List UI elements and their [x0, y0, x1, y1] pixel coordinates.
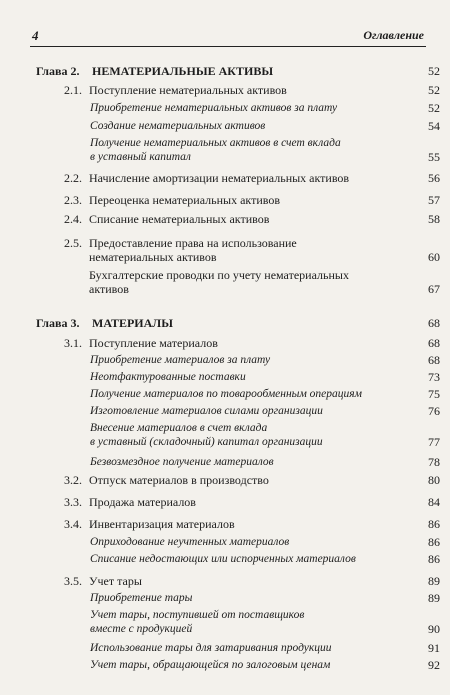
- entry-title: [89, 495, 440, 509]
- entry-title-line: Списание нематериальных активов: [89, 212, 270, 226]
- entry-title-line: нематериальных активов: [89, 250, 217, 264]
- page-ref: 56: [428, 171, 440, 185]
- page-ref: 57: [428, 193, 440, 207]
- toc-section[interactable]: [89, 236, 440, 264]
- entry-title-line: Отпуск материалов в производство: [89, 473, 269, 487]
- entry-title: [90, 136, 440, 164]
- entry-title-line: Получение материалов по товарообменным операциям: [90, 388, 362, 400]
- page-ref: 55: [428, 150, 440, 164]
- entry-title-line: Списание недостающих или испорченных материалов: [90, 553, 356, 565]
- section-number: 2.5.: [64, 236, 82, 250]
- entry-title-line: в уставный (складочный) капитал организации: [90, 436, 323, 448]
- section-number: 2.2.: [64, 171, 82, 185]
- entry-title-line: активов: [89, 282, 129, 296]
- toc-subentry[interactable]: [90, 101, 440, 115]
- entry-title: [90, 101, 440, 115]
- toc-subentry[interactable]: [90, 136, 440, 164]
- page-ref: 78: [428, 455, 440, 469]
- page-ref: 52: [428, 64, 440, 78]
- page-ref: 86: [428, 535, 440, 549]
- entry-title: [90, 387, 440, 401]
- page-ref: 68: [428, 336, 440, 350]
- entry-title-line: Внесение материалов в счет вклада: [90, 422, 268, 434]
- chapter-number: Глава 3.: [36, 316, 80, 330]
- entry-title-line: Получение нематериальных активов в счет вклада: [90, 137, 341, 149]
- entry-title: [90, 552, 440, 566]
- section-number: 3.5.: [64, 574, 82, 588]
- section-number: 3.3.: [64, 495, 82, 509]
- entry-title-line: Учет тары, поступившей от поставщиков: [90, 609, 305, 621]
- entry-title: [89, 574, 440, 588]
- entry-title-line: НЕМАТЕРИАЛЬНЫЕ АКТИВЫ: [92, 64, 274, 78]
- entry-title-line: Бухгалтерские проводки по учету нематериальных: [89, 268, 349, 282]
- page-ref: 86: [428, 552, 440, 566]
- toc-section[interactable]: [89, 473, 440, 487]
- page-ref: 68: [428, 353, 440, 367]
- page-ref: 90: [428, 622, 440, 636]
- page-ref: 67: [428, 282, 440, 296]
- entry-title-line: Учет тары, обращающейся по залоговым ценам: [90, 659, 331, 671]
- toc-subentry[interactable]: [90, 370, 440, 384]
- toc-section[interactable]: [89, 574, 440, 588]
- section-number: 3.4.: [64, 517, 82, 531]
- entry-title-line: Приобретение тары: [90, 592, 193, 604]
- entry-title-line: Создание нематериальных активов: [90, 120, 266, 132]
- entry-title-line: Неотфактурованные поставки: [90, 371, 246, 383]
- entry-title-line: Переоценка нематериальных активов: [89, 193, 281, 207]
- toc-subentry[interactable]: [90, 658, 440, 672]
- section-number: 3.1.: [64, 336, 82, 350]
- entry-title: [90, 535, 440, 549]
- toc-section[interactable]: [89, 171, 440, 185]
- entry-title: [89, 517, 440, 531]
- entry-title-line: Безвозмездное получение материалов: [90, 456, 274, 468]
- toc-chapter[interactable]: [92, 316, 440, 330]
- toc-section[interactable]: [89, 495, 440, 509]
- entry-title: [89, 268, 440, 296]
- entry-title: [89, 473, 440, 487]
- entry-title: [90, 119, 440, 133]
- entry-title-line: Поступление материалов: [89, 336, 218, 350]
- toc-section[interactable]: [89, 83, 440, 97]
- toc-subentry[interactable]: [90, 552, 440, 566]
- entry-title-line: Использование тары для затаривания продукции: [90, 642, 332, 654]
- entry-title: [89, 336, 440, 350]
- entry-title: [90, 404, 440, 418]
- toc-section[interactable]: [89, 336, 440, 350]
- entry-title: [92, 64, 440, 78]
- page-ref: 75: [428, 387, 440, 401]
- entry-title-line: Инвентаризация материалов: [89, 517, 235, 531]
- toc-section[interactable]: [89, 212, 440, 226]
- page-ref: 54: [428, 119, 440, 133]
- section-number: 3.2.: [64, 473, 82, 487]
- page-ref: 91: [428, 641, 440, 655]
- entry-title: [90, 455, 440, 469]
- entry-title-line: МАТЕРИАЛЫ: [92, 316, 173, 330]
- toc-subentry[interactable]: [90, 641, 440, 655]
- toc-section[interactable]: [89, 193, 440, 207]
- page-ref: 73: [428, 370, 440, 384]
- toc-subentry[interactable]: [90, 455, 440, 469]
- page-ref: 77: [428, 435, 440, 449]
- toc-subentry[interactable]: [90, 591, 440, 605]
- running-title: Оглавление: [363, 28, 424, 42]
- page-number: 4: [32, 28, 39, 43]
- toc-chapter[interactable]: [92, 64, 440, 78]
- entry-title: [90, 370, 440, 384]
- entry-title-line: Продажа материалов: [89, 495, 196, 509]
- section-number: 2.3.: [64, 193, 82, 207]
- entry-title-line: Учет тары: [89, 574, 142, 588]
- entry-title: [89, 193, 440, 207]
- entry-title-line: Приобретение нематериальных активов за плату: [90, 102, 338, 114]
- entry-title-line: Предоставление права на использование: [89, 236, 297, 250]
- chapter-number: Глава 2.: [36, 64, 80, 78]
- entry-title: [89, 171, 440, 185]
- entry-title: [90, 658, 440, 672]
- entry-title: [90, 608, 440, 636]
- page-ref: 76: [428, 404, 440, 418]
- entry-title: [92, 316, 440, 330]
- entry-title-line: Начисление амортизации нематериальных активов: [89, 171, 350, 185]
- entry-title: [89, 236, 440, 264]
- page-ref: 52: [428, 101, 440, 115]
- page-ref: 60: [428, 250, 440, 264]
- toc-subentry[interactable]: [90, 608, 440, 636]
- entry-title: [89, 83, 440, 97]
- entry-title-line: в уставный капитал: [90, 151, 191, 163]
- page-ref: 92: [428, 658, 440, 672]
- page-ref: 89: [428, 591, 440, 605]
- page-header: [30, 26, 426, 47]
- page-ref: 86: [428, 517, 440, 531]
- toc-section[interactable]: [89, 517, 440, 531]
- entry-title: [90, 353, 440, 367]
- toc-subentry[interactable]: [90, 119, 440, 133]
- section-number: 2.1.: [64, 83, 82, 97]
- page-ref: 68: [428, 316, 440, 330]
- toc-subentry[interactable]: [90, 535, 440, 549]
- toc-section[interactable]: [89, 268, 440, 296]
- toc-subentry[interactable]: [90, 353, 440, 367]
- page-ref: 84: [428, 495, 440, 509]
- entry-title-line: Оприходование неучтенных материалов: [90, 536, 290, 548]
- entry-title: [90, 591, 440, 605]
- toc-subentry[interactable]: [90, 404, 440, 418]
- page-ref: 89: [428, 574, 440, 588]
- entry-title-line: вместе с продукцией: [90, 623, 193, 635]
- section-number: 2.4.: [64, 212, 82, 226]
- toc-subentry[interactable]: [90, 387, 440, 401]
- entry-title: [90, 641, 440, 655]
- entry-title: [90, 421, 440, 449]
- entry-title-line: Поступление нематериальных активов: [89, 83, 287, 97]
- page-ref: 80: [428, 473, 440, 487]
- page-ref: 52: [428, 83, 440, 97]
- entry-title-line: Приобретение материалов за плату: [90, 354, 271, 366]
- entry-title: [89, 212, 440, 226]
- toc-subentry[interactable]: [90, 421, 440, 449]
- page-ref: 58: [428, 212, 440, 226]
- entry-title-line: Изготовление материалов силами организации: [90, 405, 323, 417]
